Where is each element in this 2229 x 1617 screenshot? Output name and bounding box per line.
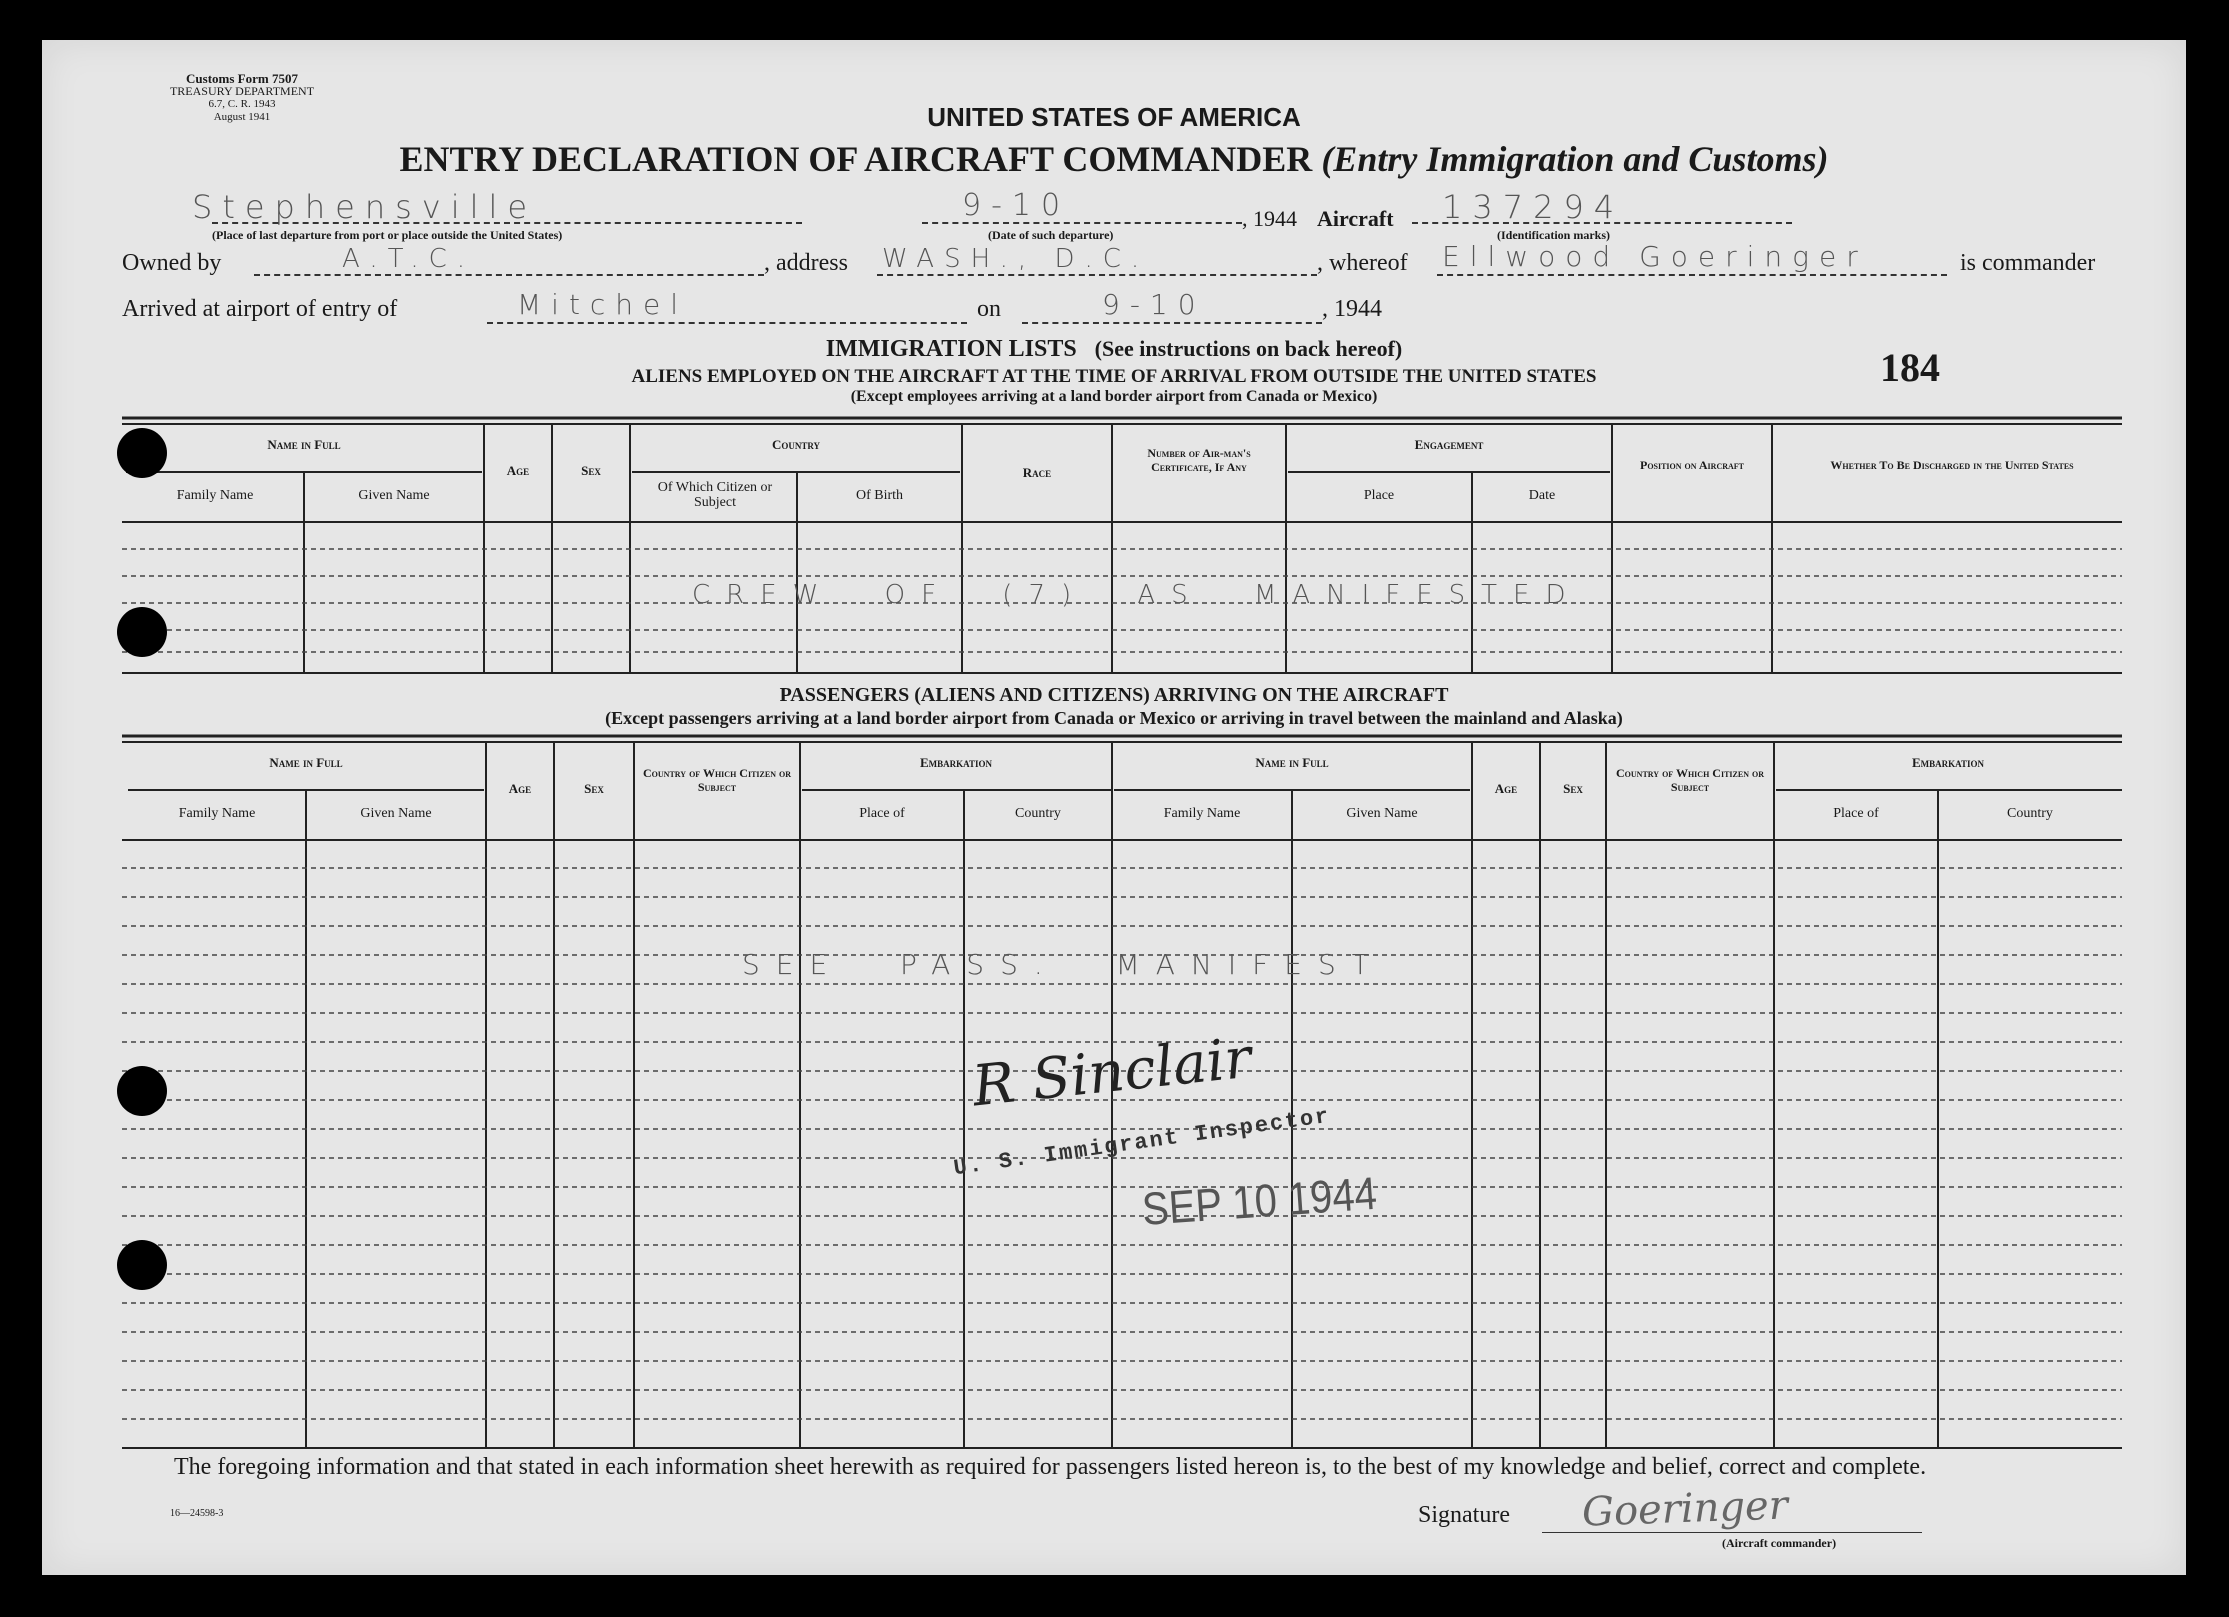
title-main: ENTRY DECLARATION OF AIRCRAFT COMMANDER [399,139,1313,179]
regulation: 6.7, C. R. 1943 [208,98,276,110]
pass-family-name-2: Family Name [1163,806,1241,821]
whereof-label: , whereof [1317,250,1408,276]
immigration-instructions: (See instructions on back hereof) [1094,336,1403,361]
pass-name-in-full: Name in Full [269,755,343,770]
departure-year: , 1944 [1242,206,1297,231]
inspector-signature: R Sinclair [969,1025,1255,1120]
pass-country-citizen-2: Country of Which Citizen or Subject [1616,766,1764,794]
form-paper [42,40,2186,1575]
pass-given-name: Given Name [360,806,432,821]
department: TREASURY DEPARTMENT [169,84,315,98]
owner-value: A.T.C. [342,244,476,274]
inspector-stamp: U. S. Immigrant Inspector [952,1103,1332,1182]
imm-country: Country [771,437,821,452]
imm-age: Age [506,463,530,478]
pass-sex-2: Sex [1563,781,1583,796]
imm-name-in-full: Name in Full [267,437,341,452]
pass-sex: Sex [584,781,604,796]
passengers-title: PASSENGERS (ALIENS AND CITIZENS) ARRIVING ON THE AIRCRAFT [779,684,1449,706]
pass-age: Age [508,781,532,796]
address-value: WASH., D.C. [882,244,1150,274]
departure-place-caption: (Place of last departure from port or place outside the United States) [212,228,563,242]
punch-hole [117,1240,167,1290]
imm-given-name: Given Name [358,488,430,503]
pass-family-name: Family Name [178,806,256,821]
aircraft-label: Aircraft [1317,206,1394,231]
pass-country-citizen: Country of Which Citizen or Subject [643,766,791,794]
pass-embarkation: Embarkation [919,755,992,770]
pass-country: Country [1015,806,1061,821]
pass-name-in-full-2: Name in Full [1255,755,1329,770]
imm-date: Date [1528,488,1556,503]
pass-embarkation-2: Embarkation [1911,755,1984,770]
declaration-text: The foregoing information and that stated in each information sheet herewith as required for passengers listed hereon is, to the best of my knowledge and belief, correct and complete. [174,1454,1927,1480]
punch-hole [117,1066,167,1116]
pass-place-of: Place of [859,806,905,821]
aircraft-marks-value: 137294 [1442,188,1625,226]
commander-signature: Goeringer [1581,1482,1789,1536]
form-date: August 1941 [213,111,271,123]
serial-number: 184 [1880,345,1940,390]
signature-label: Signature [1418,1502,1510,1528]
commander-suffix: is commander [1960,250,2096,276]
immigration-entry: CREW OF (7) AS MANIFESTED [692,580,1582,610]
pass-place-of-2: Place of [1833,806,1879,821]
arrival-airport-value: Mitchel [517,288,689,321]
address-label: , address [764,250,848,276]
passengers-line2: (Except passengers arriving at a land border airport from Canada or Mexico or arriving in travel between the mainland and Alaska) [605,708,1623,728]
signature-caption: (Aircraft commander) [1722,1536,1837,1550]
immigration-line2: (Except employees arriving at a land border airport from Canada or Mexico) [850,388,1378,405]
arrival-date-value: 9-10 [1102,288,1206,321]
imm-discharged: Whether To Be Discharged in the United States [1830,458,2074,472]
imm-sex: Sex [581,463,601,478]
imm-of-birth: Of Birth [855,488,904,503]
imm-position: Position on Aircraft [1639,458,1744,472]
stamp-date: SEP 10 1944 [1140,1168,1379,1236]
pass-given-name-2: Given Name [1346,806,1418,821]
departure-date-value: 9-10 [962,188,1071,223]
title-sub: (Entry Immigration and Customs) [1321,139,1829,179]
imm-family-name: Family Name [176,488,254,503]
aircraft-marks-caption: (Identification marks) [1497,228,1610,242]
country-heading: UNITED STATES OF AMERICA [927,102,1301,132]
imm-engagement: Engagement [1414,437,1484,452]
owned-by-label: Owned by [122,250,222,276]
imm-of-which-citizen: Of Which Citizen or Subject [657,480,773,510]
commander-value: Ellwood Goeringer [1442,240,1868,273]
print-code: 16—24598-3 [170,1508,224,1519]
immigration-title: IMMIGRATION LISTS [825,336,1077,362]
form-number: Customs Form 7507 [186,71,298,86]
arrival-year: , 1944 [1322,296,1382,322]
on-label: on [977,296,1001,322]
departure-date-caption: (Date of such departure) [988,228,1114,242]
passengers-entry: SEE PASS. MANIFEST [742,948,1385,981]
imm-race: Race [1022,465,1052,480]
pass-age-2: Age [1494,781,1518,796]
arrived-label: Arrived at airport of entry of [122,296,398,322]
immigration-line1: ALIENS EMPLOYED ON THE AIRCRAFT AT THE TIME OF ARRIVAL FROM OUTSIDE THE UNITED STATES [631,366,1597,387]
punch-hole [117,428,167,478]
departure-place-value: Stephensville [192,188,538,226]
pass-country-2: Country [2007,806,2053,821]
imm-place: Place [1363,488,1395,503]
imm-certificate: Number of Air-man's Certificate, If Any [1147,446,1251,474]
punch-hole [117,607,167,657]
